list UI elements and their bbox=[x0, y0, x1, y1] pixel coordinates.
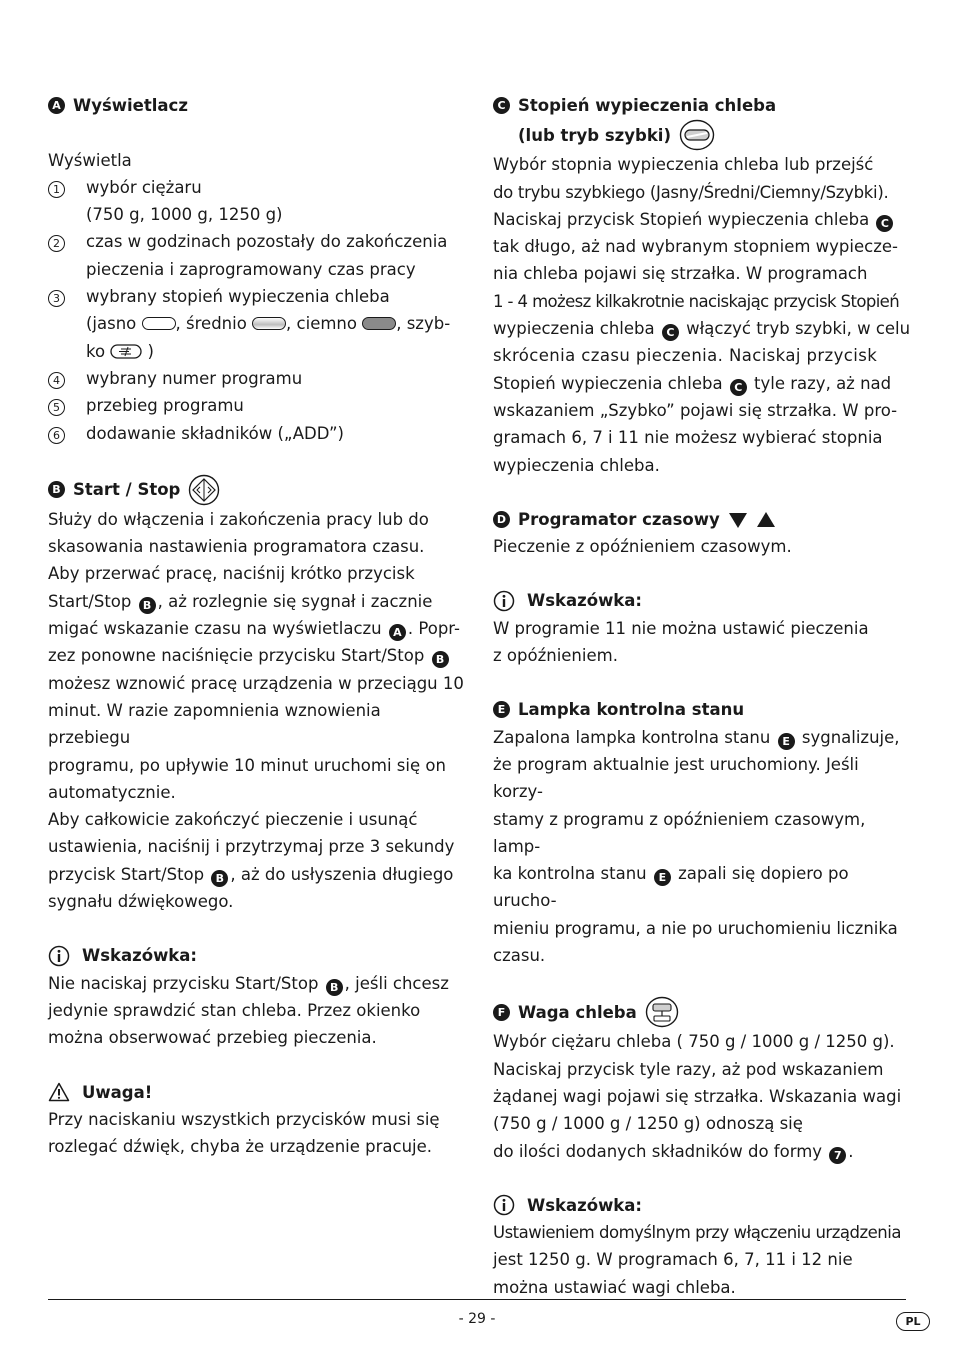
section-note-2: Wskazówka: W programie 11 nie można ustawić pieczenia z opóźnieniem. bbox=[493, 587, 913, 669]
section-note-1: Wskazówka: Nie naciskaj przycisku Start/Stop B , jeśli chcesz jedynie sprawdzić stan chleba. Przez okienko można obserwować przebieg pieczenia. bbox=[48, 942, 468, 1051]
note-2-heading bbox=[493, 587, 913, 614]
badge-a-ref: A bbox=[389, 624, 406, 641]
badge-c-ref: C bbox=[662, 324, 679, 341]
display-intro: Wyświetla bbox=[48, 150, 132, 170]
note-3-heading bbox=[493, 1192, 913, 1219]
right-column bbox=[493, 92, 913, 1328]
warning-icon bbox=[48, 1082, 70, 1102]
badge-b: B bbox=[48, 481, 65, 498]
section-crust-title-1: Stopień wypieczenia chleba bbox=[518, 96, 777, 115]
badge-e-ref: E bbox=[778, 733, 795, 750]
badge-b-ref: B bbox=[139, 597, 156, 614]
badge-b-ref: B bbox=[326, 979, 343, 996]
badge-b-ref: B bbox=[211, 870, 228, 887]
badge-e-ref: E bbox=[654, 869, 671, 886]
light-crust-icon bbox=[142, 317, 176, 330]
section-crust: C Stopień wypieczenia chleba (lub tryb szybki) Wybór stopnia wypieczenia chleba lub przejść do trybu szybkiego (Jasny/Średni/Ciemny/Szybki). Naciskaj przycisk Stopień wypieczenia chleba C tak długo, aż nad wybranym stopniem wypiecze- nia chleba pojawi się strzałka. W programach 1 - 4 możesz kilkakrotnie naciskając przycisk Stopień wypieczenia chleba C włączyć tryb szybki, w celu skrócenia czasu pieczenia. Naciskaj przycisk Stopień wypieczenia chleba C tyle razy, aż nad wskazaniem „Szybko” pojawi się strzałka. W pro- gramach 6, 7 i 11 nie możesz wybierać stopnia wypieczenia chleba. bbox=[493, 92, 913, 479]
medium-crust-icon bbox=[252, 317, 286, 330]
item-number: 4 bbox=[48, 372, 65, 389]
section-lamp: E Lampka kontrolna stanu Zapalona lampka kontrolna stanu E sygnalizuje, że program aktualnie jest uruchomiony. Jeśli korzy- stamy z programu z opóźnieniem czasowym, lamp- ka kontrolna stanu E zapali się dopiero po urucho- mieniu programu, a nie po uruchomieniu licznika czasu. bbox=[493, 696, 913, 969]
section-lamp-title: Lampka kontrolna stanu bbox=[518, 700, 745, 720]
section-display-title: Wyświetlacz bbox=[73, 96, 188, 115]
list-item: 3 wybrany stopień wypieczenia chleba (jasno , średnio , ciemno , szyb- ko ) bbox=[48, 283, 468, 365]
section-start-stop-title: Start / Stop bbox=[73, 480, 181, 500]
section-timer-heading bbox=[493, 506, 913, 533]
section-timer: D Programator czasowy Pieczenie z opóźnieniem czasowym. bbox=[493, 506, 913, 561]
badge-b-ref: B bbox=[432, 651, 449, 668]
footer-divider bbox=[48, 1299, 906, 1300]
warning-heading bbox=[48, 1079, 468, 1106]
section-display bbox=[48, 92, 468, 447]
section-note-3: Wskazówka: Ustawieniem domyślnym przy włączeniu urządzenia jest 1250 g. W programach 6, 7, 11 i 12 nie można ustawiać wagi chleba. bbox=[493, 1192, 913, 1301]
crust-button-icon bbox=[679, 119, 715, 151]
section-start-stop-heading bbox=[48, 474, 468, 506]
section-crust-title-2: (lub tryb szybki) bbox=[518, 125, 671, 145]
note-1-heading bbox=[48, 942, 468, 969]
list-item: 4 wybrany numer programu bbox=[48, 365, 468, 392]
section-weight-title: Waga chleba bbox=[518, 1002, 637, 1022]
info-icon bbox=[493, 590, 515, 612]
warning-title: Uwaga! bbox=[82, 1082, 153, 1102]
badge-c-ref: C bbox=[730, 379, 747, 396]
badge-d: D bbox=[493, 511, 510, 528]
info-icon bbox=[48, 945, 70, 967]
dark-crust-icon bbox=[362, 317, 396, 330]
item-number: 1 bbox=[48, 181, 65, 198]
section-warning: Uwaga! Przy naciskaniu wszystkich przycisków musi się rozlegać dźwięk, chyba że urządzenie pracuje. bbox=[48, 1079, 468, 1161]
item-number: 5 bbox=[48, 399, 65, 416]
section-weight-heading bbox=[493, 996, 913, 1028]
note-3-title: Wskazówka: bbox=[527, 1195, 643, 1215]
badge-e: E bbox=[493, 701, 510, 718]
list-item: 2 czas w godzinach pozostały do zakończenia pieczenia i zaprogramowany czas pracy bbox=[48, 228, 468, 283]
rapid-mode-icon bbox=[110, 344, 142, 359]
item-number: 6 bbox=[48, 427, 65, 444]
page-number: - 29 - bbox=[458, 1311, 496, 1327]
arrow-up-icon bbox=[756, 511, 776, 529]
section-timer-title: Programator czasowy bbox=[518, 509, 720, 529]
badge-7-ref: 7 bbox=[829, 1147, 846, 1164]
badge-c-ref: C bbox=[876, 215, 893, 232]
scale-icon bbox=[645, 996, 679, 1028]
note-1-title: Wskazówka: bbox=[82, 946, 198, 966]
section-lamp-heading bbox=[493, 696, 913, 723]
info-icon bbox=[493, 1194, 515, 1216]
section-display-heading bbox=[48, 92, 468, 119]
badge-a: A bbox=[48, 97, 65, 114]
start-stop-icon bbox=[188, 474, 220, 506]
arrow-down-icon bbox=[728, 511, 748, 529]
language-badge: PL bbox=[896, 1312, 930, 1331]
list-item: 1 wybór ciężaru (750 g, 1000 g, 1250 g) bbox=[48, 174, 468, 229]
badge-c: C bbox=[493, 97, 510, 114]
item-number: 2 bbox=[48, 235, 65, 252]
list-item: 6 dodawanie składników („ADD”) bbox=[48, 420, 468, 447]
item-number: 3 bbox=[48, 290, 65, 307]
note-2-title: Wskazówka: bbox=[527, 591, 643, 611]
list-item: 5 przebieg programu bbox=[48, 392, 468, 419]
left-column bbox=[48, 92, 468, 1187]
section-start-stop: B Start / Stop Służy do włączenia i zakończenia pracy lub do skasowania nastawienia programatora czasu. Aby przerwać pracę, naciśnij krótko przycisk Start/Stop B , aż rozlegnie się sygnał i zacznie migać wskazanie czasu na wyświetlaczu A . Popr- zez ponowne naciśnięcie przycisku Start/Stop B możesz wznowić pracę urządzenia w przeciągu 10 minut. W razie zapomnienia wznowienia przebiegu programu, po upływie 10 minut uruchomi się on automatycznie. Aby całkowicie zakończyć pieczenie i usunąć ustawienia, naciśnij i przytrzymaj prze 3 sekundy przycisk Start/Stop B , aż do usłyszenia długiego sygnału dźwiękowego. bbox=[48, 474, 468, 915]
section-crust-heading bbox=[493, 92, 913, 119]
section-weight: F Waga chleba Wybór ciężaru chleba ( 750 g / 1000 g / 1250 g). Naciskaj przycisk tyle razy, aż pod wskazaniem żądanej wagi pojawi się strzałka. Wskazania wagi (750 g / 1000 g / 1250 g) odnoszą się do ilości dodanych składników do formy 7 . bbox=[493, 996, 913, 1164]
badge-f: F bbox=[493, 1004, 510, 1021]
